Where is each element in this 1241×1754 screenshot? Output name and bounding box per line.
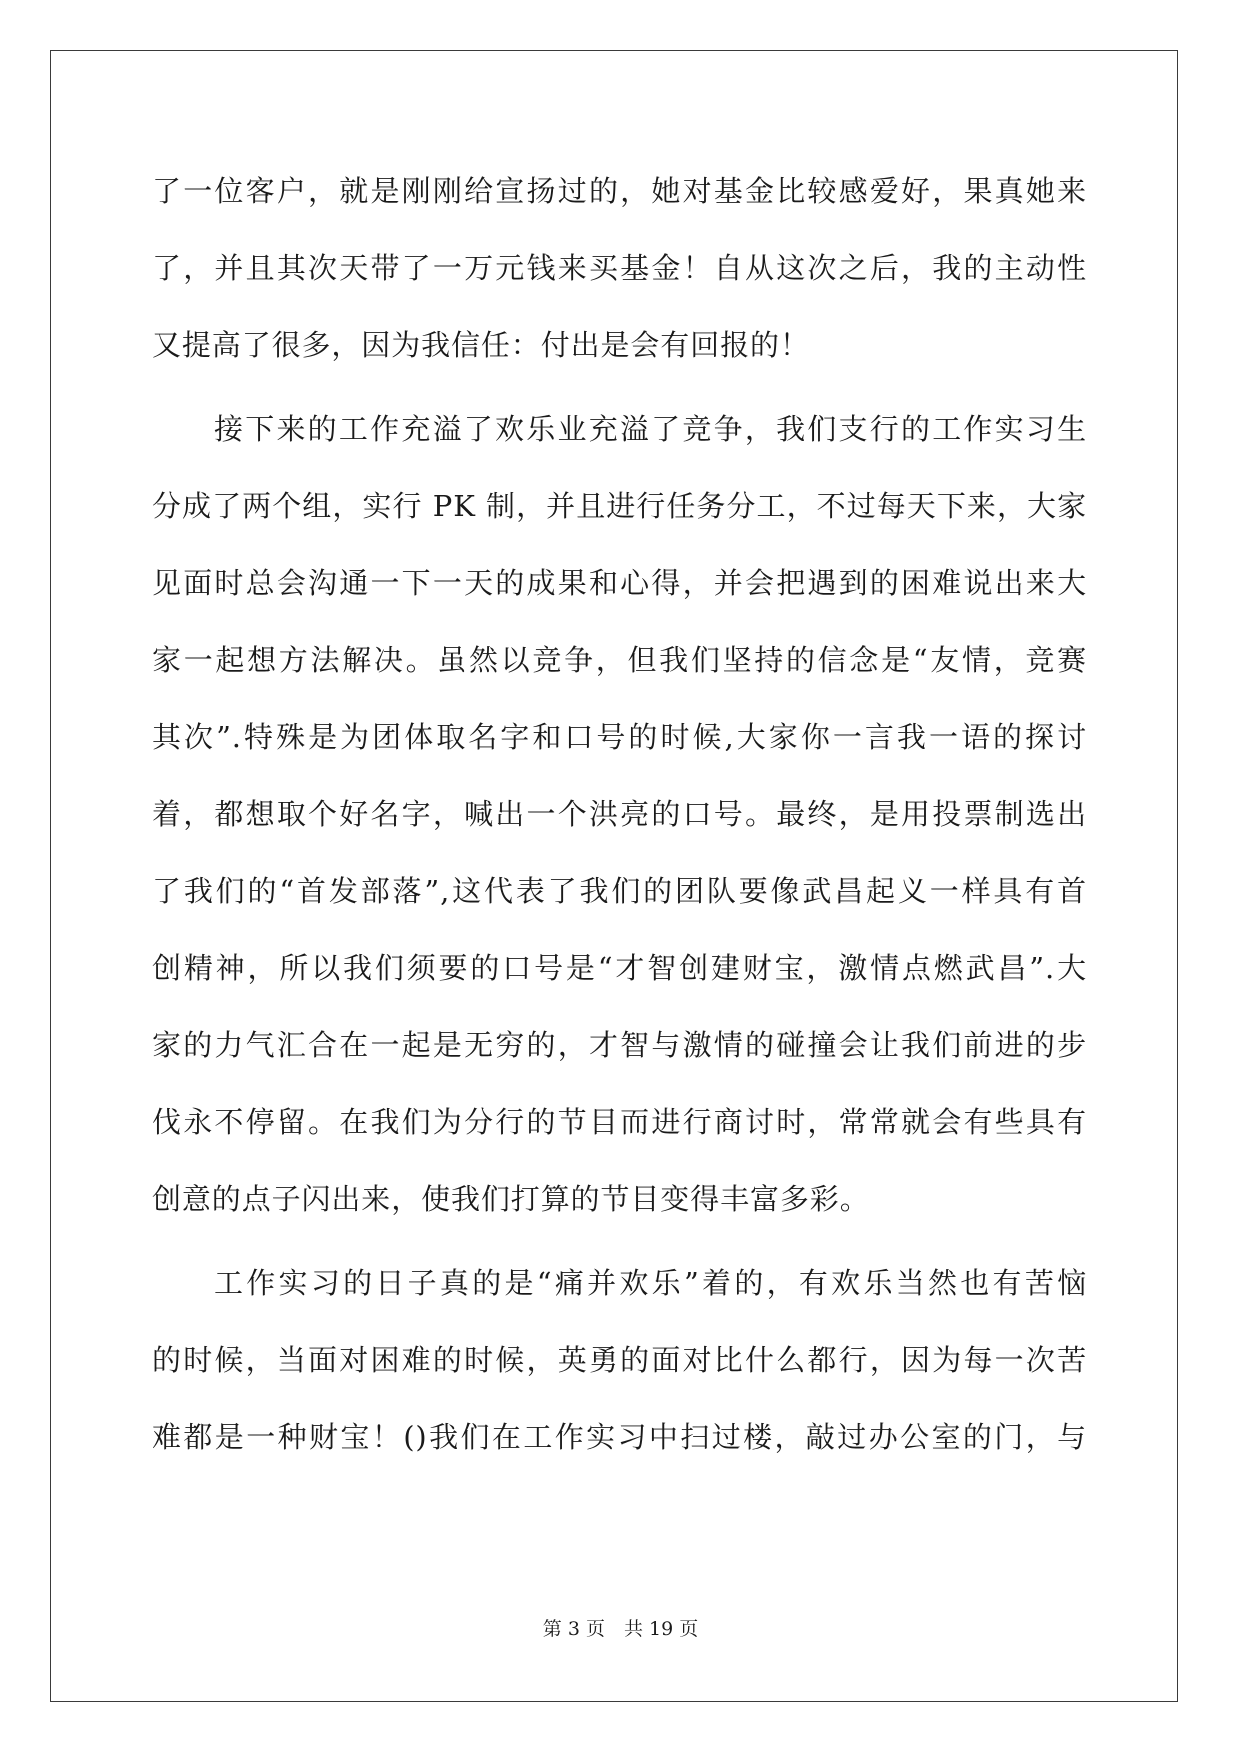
text-line: 家的力气汇合在一起是无穷的，才智与激情的碰撞会让我们前进的步 bbox=[152, 1028, 1087, 1062]
text-line: 创意的点子闪出来，使我们打算的节目变得丰富多彩。 bbox=[152, 1182, 870, 1216]
text-line: 着，都想取个好名字，喊出一个洪亮的口号。最终，是用投票制选出 bbox=[152, 797, 1087, 831]
text-line: 了我们的“首发部落”,这代表了我们的团队要像武昌起义一样具有首 bbox=[152, 874, 1087, 908]
page-number-footer: 第 3 页 共 19 页 bbox=[542, 1618, 699, 1640]
text-line: 见面时总会沟通一下一天的成果和心得，并会把遇到的困难说出来大 bbox=[152, 566, 1087, 600]
text-line: 的时候，当面对困难的时候，英勇的面对比什么都行，因为每一次苦 bbox=[152, 1343, 1087, 1377]
text-line: 又提高了很多，因为我信任：付出是会有回报的！ bbox=[152, 328, 810, 362]
text-line: 创精神，所以我们须要的口号是“才智创建财宝，激情点燃武昌”.大 bbox=[152, 951, 1087, 985]
text-line: 伐永不停留。在我们为分行的节目而进行商讨时，常常就会有些具有 bbox=[152, 1105, 1087, 1139]
paragraph-first-line: 接下来的工作充溢了欢乐业充溢了竞争，我们支行的工作实习生 bbox=[214, 412, 1087, 446]
text-line: 难都是一种财宝！()我们在工作实习中扫过楼，敲过办公室的门，与 bbox=[152, 1420, 1087, 1454]
text-line: 分成了两个组，实行 PK 制，并且进行任务分工，不过每天下来，大家 bbox=[152, 489, 1087, 523]
text-line: 其次”.特殊是为团体取名字和口号的时候,大家你一言我一语的探讨 bbox=[152, 720, 1087, 754]
text-line: 家一起想方法解决。虽然以竞争，但我们坚持的信念是“友情，竞赛 bbox=[152, 643, 1087, 677]
text-line: 了一位客户，就是刚刚给宣扬过的，她对基金比较感爱好，果真她来 bbox=[152, 174, 1087, 208]
paragraph-first-line: 工作实习的日子真的是“痛并欢乐”着的，有欢乐当然也有苦恼 bbox=[214, 1266, 1087, 1300]
text-line: 了，并且其次天带了一万元钱来买基金！自从这次之后，我的主动性 bbox=[152, 251, 1087, 285]
